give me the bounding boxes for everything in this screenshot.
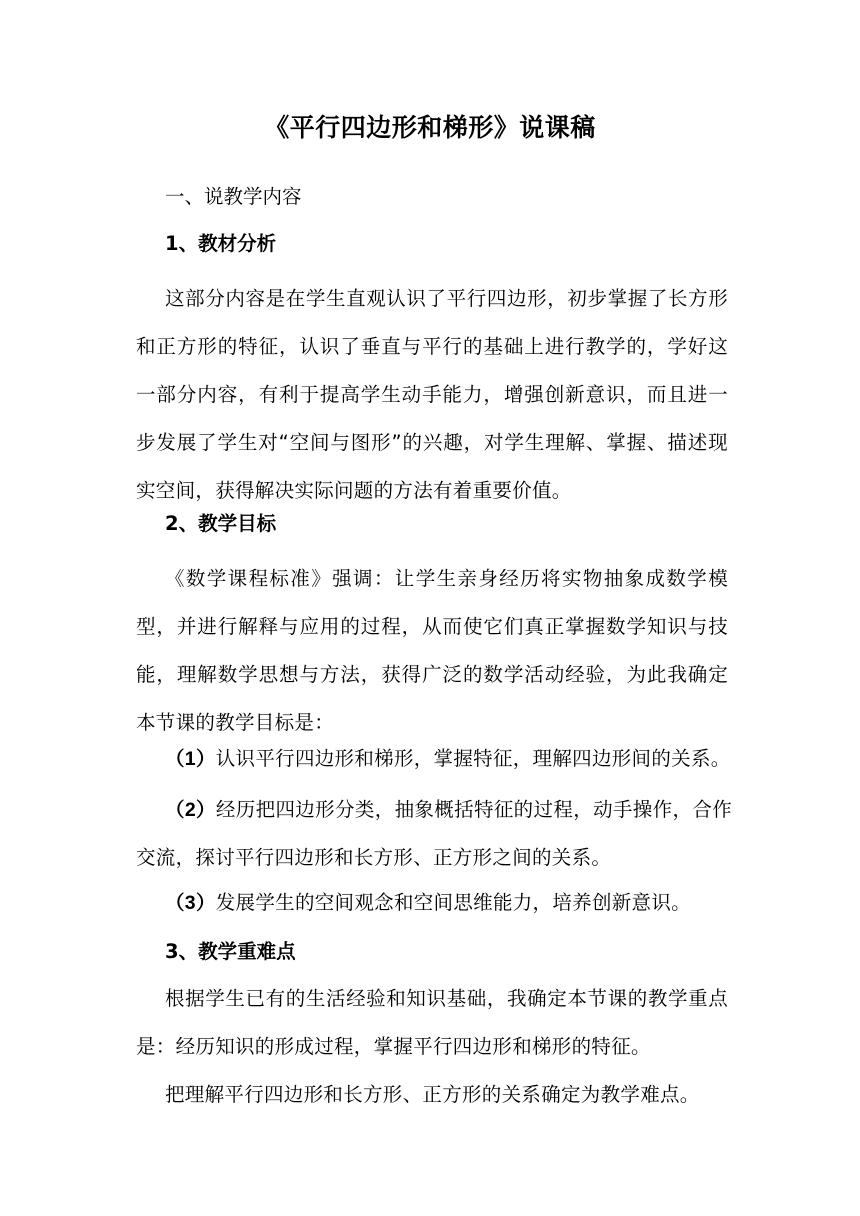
paragraph-difficult-points: 把理解平行四边形和长方形、正方形的关系确定为教学难点。	[165, 1083, 700, 1106]
goal-text: 经历把四边形分类，抽象概括特征的过程，动手操作，合作交流，探讨平行四边形和长方形、正方形之间的关系。	[136, 798, 732, 869]
section-heading-teaching-content: 一、说教学内容	[165, 185, 302, 208]
teaching-goal-item	[136, 735, 732, 783]
goal-number: （3）	[165, 892, 216, 914]
paragraph-material-analysis: 这部分内容是在学生直观认识了平行四边形，初步掌握了长方形和正方形的特征，认识了垂直与平行的基础上进行教学的，学好这一部分内容，有利于提高学生动手能力，增强创新意识，而且进一步发展了学生对“空间与图形”的兴趣，对学生理解、掌握、描述现实空间，获得解决实际问题的方法有着重要价值。	[136, 287, 728, 502]
subheading-material-analysis: 1、教材分析	[165, 232, 277, 255]
goal-text: 认识平行四边形和梯形，掌握特征，理解四边形间的关系。	[215, 747, 731, 770]
teaching-goal-item	[136, 879, 732, 927]
paragraph-key-points: 根据学生已有的生活经验和知识基础，我确定本节课的教学重点是：经历知识的形成过程，掌握平行四边形和梯形的特征。	[136, 987, 728, 1058]
teaching-goal-item	[136, 786, 732, 882]
subheading-teaching-goals: 2、教学目标	[165, 512, 277, 535]
paragraph-curriculum-standard: 《数学课程标准》强调：让学生亲身经历将实物抽象成数学模型，并进行解释与应用的过程，从而使它们真正掌握数学知识与技能，理解数学思想与方法，获得广泛的数学活动经验，为此我确定本节课的教学目标是：	[136, 567, 728, 734]
goal-text: 发展学生的空间观念和空间思维能力，培养创新意识。	[215, 891, 691, 914]
subheading-key-difficult-points: 3、教学重难点	[165, 940, 296, 963]
goal-number: （1）	[165, 748, 216, 770]
document-title: 《平行四边形和梯形》说课稿	[264, 113, 596, 142]
goal-number: （2）	[165, 799, 216, 821]
